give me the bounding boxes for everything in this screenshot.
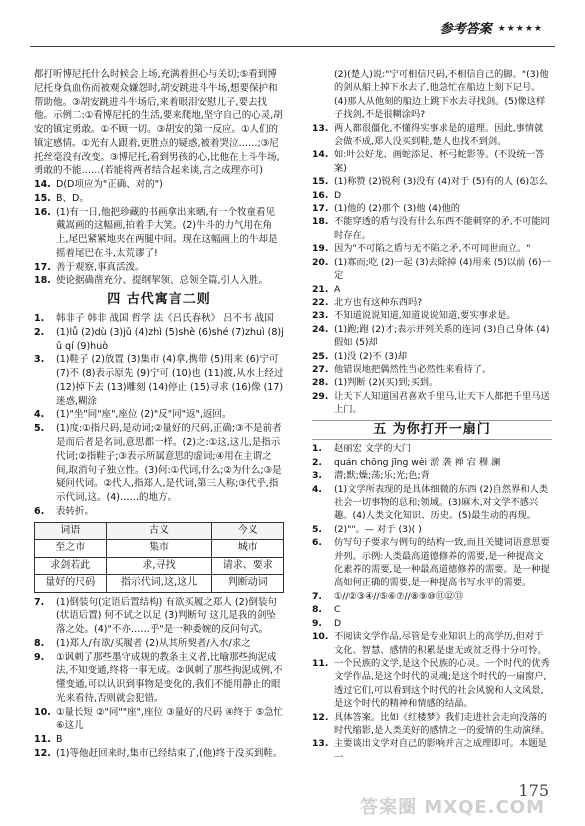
table-cell: 集市: [106, 540, 212, 558]
answer-text: 他错误地把偶然性当必然性来看待了。: [334, 363, 492, 375]
table-row: [35, 540, 284, 558]
answer-text: D: [334, 189, 342, 201]
answer-item: [312, 390, 552, 417]
answer-number: 2.: [312, 456, 322, 468]
answer-item: [312, 469, 552, 482]
table-row: [35, 575, 284, 593]
answer-text: 两人都很僵化,不懂得实事求是的道理。因此,事情就会做不成,郑人没买到鞋,楚人也找不到剑。: [334, 122, 544, 148]
answer-item: [312, 68, 552, 122]
answer-item: [312, 350, 552, 363]
answer-number: 7.: [312, 590, 322, 602]
answer-item: [312, 202, 552, 215]
answer-number: 28.: [312, 377, 329, 389]
answer-text: 潜;默;燥;荡;乐;光;色;背: [334, 470, 430, 482]
answer-text: (1)他的 (2)那个 (3)他 (4)他的: [334, 203, 460, 215]
answer-item: [312, 242, 552, 255]
header-title: 参考答案: [439, 22, 492, 37]
answer-item: [312, 603, 552, 616]
answer-item: [312, 148, 552, 175]
page-number: 175: [518, 781, 549, 801]
answer-item: [34, 261, 284, 275]
answer-text: 因为"不可陷之盾与无不陷之矛,不可同世而立。": [334, 243, 531, 255]
answer-item: [312, 617, 552, 630]
answer-number: 8.: [312, 604, 322, 616]
answer-number: 18.: [34, 275, 51, 287]
answer-item: [34, 733, 284, 747]
answer-text: 赵丽宏 文学的大门: [334, 443, 411, 455]
answer-text: 表转折。: [56, 505, 95, 517]
answer-text: (2)""。— 对于 (3)( ): [334, 523, 422, 535]
answer-number: 11.: [312, 657, 329, 669]
answer-number: 25.: [312, 350, 329, 362]
answer-item: [34, 596, 284, 637]
answer-item: [34, 505, 284, 519]
table-cell: 至之市: [35, 540, 107, 558]
answer-number: 13.: [312, 122, 329, 134]
answer-text: 不能穿透的盾与没有什么东西不能刺穿的矛,不可能同时存在。: [334, 216, 550, 241]
vocabulary-table: [34, 522, 284, 593]
answer-item: [34, 312, 284, 326]
answer-number: 7.: [34, 596, 45, 608]
answer-item: [34, 747, 284, 761]
answer-number: 2.: [34, 326, 45, 338]
answer-item: [312, 536, 552, 590]
answer-item: [312, 189, 552, 202]
answer-number: 19.: [312, 243, 329, 255]
answer-item: [312, 630, 552, 657]
answer-text: (1)鞋子 (2)放置 (3)集市 (4)拿,携带 (5)用来 (6)宁可 (7)不 (8)表示原先 (9)宁可 (10)也 (11)渡,从水上经过 (12)掉下去 (13)雕刻 (14)停止 (15)寻求 (16)像 (17)迷惑,糊涂: [56, 354, 284, 407]
answer-text: D(D项应为"正确、对的"): [56, 179, 163, 191]
answer-text: 使论据确凿充分、提纲挈领、总领全篇,引人入胜。: [56, 275, 269, 287]
answer-number: 9.: [312, 617, 322, 629]
table-row: [35, 557, 284, 575]
answer-number: 24.: [312, 323, 329, 335]
section-title-5: 五 为你打开一扇门: [312, 420, 552, 441]
answer-number: 4.: [312, 483, 322, 495]
answer-text: 不阅读文学作品,尽管是专业知识上的高学历,但对于文化、智慧、感情的积累是虚无或贫乏得十分可怜。: [334, 631, 547, 656]
answer-item: [312, 323, 552, 350]
right-column: [312, 68, 552, 764]
answer-number: 15.: [34, 192, 51, 204]
table-cell: 古义: [106, 522, 212, 540]
answer-item: [312, 590, 552, 603]
answer-number: 14.: [34, 179, 51, 191]
header-rule: [30, 46, 555, 47]
answer-item: [312, 283, 552, 296]
answer-item: [312, 657, 552, 711]
left-column: [34, 68, 284, 761]
answer-number: 21.: [312, 283, 329, 295]
answer-number: 6.: [312, 537, 322, 549]
answer-number: 3.: [34, 354, 45, 366]
answer-number: 29.: [312, 390, 329, 402]
answer-item: [312, 711, 552, 738]
answer-text: (1)跑;跑 (2)才;表示并列关系的连词 (3)自己身体 (4)假如 (5)却: [334, 323, 550, 349]
answer-number: 13.: [312, 738, 329, 750]
answer-text: (1)"坐"同"座",座位 (2)"反"同"返",返回。: [56, 409, 232, 421]
answer-text: (1)等他赶回来时,集市已经结束了,(他)终于没买到鞋。: [56, 748, 283, 759]
answer-number: 15.: [312, 176, 329, 188]
answer-item: [312, 175, 552, 188]
table-cell: 量好的尺码: [35, 575, 107, 593]
answer-text: (1)有一日,他把珍藏的书画拿出来晒,有一个牧童看见戴嵩画的这幅画,拍着手大笑。(2)牛斗的力气用在角上,尾巴紧紧地夹在两腿中间。现在这幅画上的牛却是摇着尾巴在斗,太荒谬了!: [56, 206, 278, 259]
answer-item: [34, 706, 284, 734]
answer-text: B、D。: [56, 192, 89, 204]
answer-text: C: [334, 604, 341, 616]
answer-text: (2)(楚人)说:"宁可相信尺码,不相信自己的脚。"(3)他的剑从船上掉下水去了,他急忙在船边上刻下记号。(4)那人从他刻的船边上跳下水去寻找剑。(5)像这样子找剑,不是很糊涂吗?: [334, 69, 549, 121]
answer-number: 14.: [312, 149, 329, 161]
answer-text: ①//②③④//⑤⑥⑦//⑧⑨⑩⑪⑫⑬: [334, 590, 464, 602]
page-header: [440, 20, 543, 40]
answer-text: D: [334, 617, 342, 629]
answer-number: 3.: [312, 470, 322, 482]
answer-text: A: [334, 283, 341, 295]
answer-text: 仿写句子要求与例句的结构一致,而且关键词语意思要并列。示例:人类最高道德修养的需要,是一种提高文化素养的需要,是一种最高道德修养的需要。是一种提高如何正确的需要,是一种提高书写水平的需要。: [334, 537, 550, 589]
answer-item: [312, 483, 552, 523]
star-decoration-icon: ★★★★★: [497, 24, 543, 35]
answer-number: 16.: [34, 206, 51, 218]
answer-item: [312, 376, 552, 389]
table-cell: 城市: [212, 540, 284, 558]
answer-text: (1)没 (2)不 (3)却: [334, 350, 407, 362]
answer-number: 6.: [34, 505, 45, 517]
answer-text: (1)倒装句(定语后置结构) 有欲买履之郑人 (2)倒装句(状语后置) 何不试之以足 (3)判断句 这儿是我的剑坠落之处。(4)"不亦……乎"是一种委婉的反问句式。: [56, 596, 277, 636]
answer-number: 4.: [34, 409, 45, 421]
table-cell: 今义: [212, 522, 284, 540]
answer-item: [312, 442, 552, 455]
section-title-4: 四 古代寓言二则: [107, 292, 211, 308]
answer-text: (1)寡而;吃 (2)一起 (3)去除掉 (4)用来 (5)以前 (6)一定: [334, 256, 551, 282]
answer-item: [34, 192, 284, 206]
answer-item: [312, 256, 552, 283]
table-cell: 指示代词,这,这儿: [106, 575, 212, 593]
answer-number: 9.: [34, 651, 45, 663]
answer-text: (1)郑人/有欲/买履者 (2)从其所契者/入水/求之: [56, 637, 251, 649]
answer-number: 17.: [312, 203, 329, 215]
answer-number: 17.: [34, 261, 51, 273]
answer-number: 11.: [34, 734, 51, 746]
answer-item: [34, 637, 284, 651]
answer-number: 1.: [34, 313, 45, 325]
answer-text: quán chōng jǐng wèi 淤 袭 禅 宕 穆 澜: [334, 456, 501, 468]
answer-item: [312, 737, 552, 764]
answer-item: [34, 651, 284, 706]
answer-item: [34, 326, 284, 354]
answer-number: 23.: [312, 310, 329, 322]
answer-number: 8.: [34, 637, 45, 649]
answer-item: [312, 523, 552, 536]
answer-number: 16.: [312, 189, 329, 201]
answer-text: 如:叶公好龙、画蛇添足、杯弓蛇影等。(不设统一答案): [334, 149, 545, 174]
table-cell: 判断动词: [212, 575, 284, 593]
intro-paragraph: 都打听博尼托什么时候会上场,充满着担心与关切;⑤看到博尼托身負血伤而被观众嫌怨时,胡安跳进斗牛场,想要保护和帮助他。③胡安跳进斗牛场后,来着眼泪安慰儿子,要去找他。示例二:①看博尼托的生活,要来爬地,坚守自己的心灵,胡安的镇定勇敢。①不顾一切。③胡安的第一反应。①人们的镇定感情。①光有人跟着,更胜点的疑惑,被着哭泣……;③尼托丝毫没有改变。③博尼托,看到男孩的心,比他在上斗牛场,勇敢的不能……(若能将两者结合起来谈,言之成理亦可): [34, 69, 283, 177]
answer-text: 北方也有这种东西吗?: [334, 296, 423, 308]
answer-item: [34, 274, 284, 288]
answer-number: 1.: [312, 443, 322, 455]
answer-text: ①量长短 ②"同""座",座位 ③量好的尺码 ④终于 ⑤急忙 ⑥这儿: [56, 706, 284, 732]
answer-number: [312, 68, 334, 122]
answer-item: [312, 296, 552, 309]
answer-text: (1)称赞 (2)锐利 (3)没有 (4)对于 (5)有的人 (6)怎么: [334, 176, 548, 188]
answer-number: 5.: [34, 423, 45, 435]
answer-number: 20.: [312, 256, 329, 268]
answer-item: [312, 309, 552, 322]
answer-item: [312, 122, 552, 149]
answer-item: [34, 422, 284, 505]
answer-text: 具体答案。比如《红楼梦》我们走进社会走向没落的时代缩影,是人类美好的感情之一的爱情的生动演绎。: [334, 711, 550, 736]
answer-item: [34, 408, 284, 422]
answer-number: 12.: [312, 711, 329, 723]
answer-number: 5.: [312, 523, 322, 535]
answer-item: [34, 178, 284, 192]
answer-text: 善于观察,事真活泼。: [56, 261, 145, 273]
answer-item: [312, 215, 552, 242]
answer-text: 韩非子 韩非 战国 哲学 法《吕氏春秋》 吕不韦 战国: [56, 313, 274, 325]
table-cell: 请求、要求: [212, 557, 284, 575]
answer-text: (1)lǚ (2)dù (3)jǔ (4)zhì (5)shè (6)shé (7)zhuì (8)jū qí (9)huò: [56, 326, 284, 352]
answer-number: 18.: [312, 216, 329, 228]
answer-item: [34, 353, 284, 408]
answer-number: 27.: [312, 363, 329, 375]
answer-text: (1)文学所表现的是具体细微的东西 (2)自然界和人类社会一切事物的总和;领域。(3)麻木,对文学不感兴趣。(4)人类文化知识、历史。(5)最生动的再现。: [334, 483, 549, 522]
answer-text: (1)判断 (2)(买)到;买到。: [334, 377, 439, 389]
answer-text: B: [56, 734, 63, 746]
answer-number: 10.: [34, 706, 51, 718]
table-cell: 求,寻找: [106, 557, 212, 575]
answer-text: 一个民族的文学,是这个民族的心灵。一个时代的优秀文学作品,是这个时代的灵魂;是这个时代的一扇窗户,透过它们,可以看到这个时代的社会风貌和人文风景,是这个时代的精神和情感的结晶。: [334, 657, 550, 710]
answer-text: 让天下人知道国君喜欢千里马,让天下人都把千里马送上门。: [334, 390, 550, 416]
answer-number: 22.: [312, 296, 329, 308]
answer-text: 主要谈出文学对自己的影响并言之成理即可。本题是一: [334, 738, 547, 763]
table-cell: 求剑若此: [35, 557, 107, 575]
watermark-logo: 答案圈 MXQE.COM: [360, 797, 545, 819]
answer-text: 不知道说说知道,知道说说知道,要实事求是。: [334, 310, 516, 322]
answer-text: (1)度:①指尺码,是动词;②量好的尺码,正确;③不是前者是而后者是名词,意思都一样。(2)之:①这,这儿,是指示代词;②指鞋子;③表示所属意思的虚词;④用在主谓之间,取消句子独立性。(3)何:①代词,什么;②为什么;③是疑问代词。②代人,指郑人,是代词,第三人称;③代乎,指示代词,这。(4)……的地方。: [56, 423, 282, 504]
answer-text: ①讽刺了那些墨守成规的教条主义者,比喻那些拘泥成法,不知变通,终将一事无成。②讽刺了那些拘泥成例,不懂变通,可以认识到事物是变化的,我们不能用静止的眼光来看待,否则就会犯错。: [56, 651, 283, 704]
answer-item: [312, 363, 552, 376]
answer-number: 12.: [34, 748, 51, 759]
answer-number: 10.: [312, 631, 329, 643]
table-row: [35, 522, 284, 540]
table-cell: 词语: [35, 522, 107, 540]
answer-item: [312, 456, 552, 469]
answer-item: [34, 206, 284, 261]
